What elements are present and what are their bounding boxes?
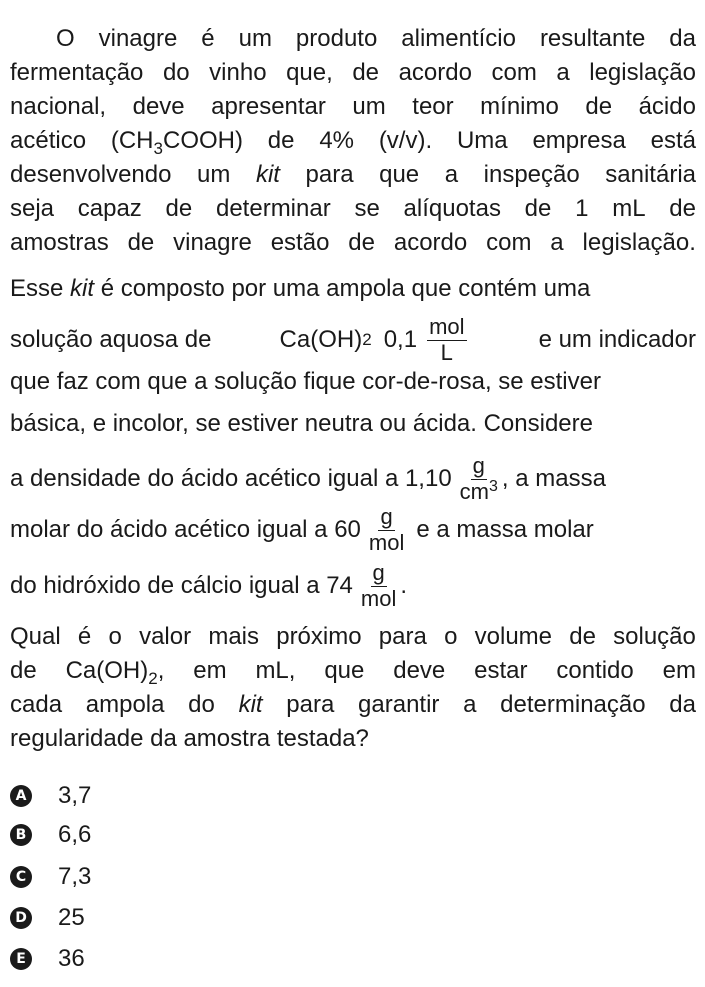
p2-line-7: do hidróxido de cálcio igual a 74 $\frac{g}{\text{mol}}$ .: [10, 560, 408, 611]
option-d[interactable]: [10, 903, 85, 933]
word: apresentar: [211, 93, 326, 120]
p1-line-1: [10, 22, 696, 56]
p1-line-3: [10, 90, 696, 124]
fraction-g-per-mol: $\frac{g}{\text{mol}}$: [368, 504, 405, 555]
word: de: [352, 59, 380, 86]
chemical-formula-calcium-hydroxide: $Ca(OH)_2$,: [65, 657, 165, 688]
word: da: [669, 25, 696, 52]
word: amostras: [10, 229, 109, 256]
word: com: [491, 59, 537, 86]
word: de: [348, 229, 375, 256]
option-e[interactable]: [10, 944, 85, 974]
option-letter-badge: E: [10, 948, 32, 970]
word: mínimo: [480, 93, 559, 120]
word: acético: [10, 127, 87, 154]
word: sanitária: [605, 161, 696, 188]
option-letter-badge: B: [10, 824, 32, 846]
option-text: 3,7: [58, 782, 92, 809]
word: determinar: [215, 195, 331, 222]
word: um: [352, 93, 386, 120]
word: vinagre: [173, 229, 252, 256]
p2-line-1: Esse kit é composto por uma ampola que contém uma: [10, 275, 591, 302]
option-text: 25: [58, 904, 85, 931]
word: capaz: [77, 195, 142, 222]
p3-line-2: de $Ca(OH)_2$, em mL, que deve estar contido em: [10, 654, 696, 688]
p1-line-5: [10, 158, 696, 192]
p1-line-4: [10, 124, 696, 158]
fraction-g-per-mol: $\frac{g}{\text{mol}}$: [360, 560, 397, 611]
word: Uma: [456, 127, 508, 154]
p3-line-1: Qual é o valor mais próximo para o volume de solução: [10, 623, 696, 650]
word: empresa: [532, 127, 626, 154]
option-b[interactable]: [10, 820, 91, 850]
option-letter-badge: C: [10, 866, 32, 888]
word: alíquotas: [403, 195, 501, 222]
calcium-hydroxide-concentration: Ca(OH) 2 0,1 $\frac{\text{mol}}{L}$: [279, 314, 465, 365]
word: acordo: [393, 229, 468, 256]
option-letter-badge: D: [10, 907, 32, 929]
word: fermentação: [10, 59, 144, 86]
word: a: [444, 161, 459, 188]
word: para: [305, 161, 354, 188]
p3-line-4: regularidade da amostra testada?: [10, 725, 369, 752]
word: vinagre: [98, 25, 178, 52]
word-italic: kit: [238, 691, 263, 718]
p2-line-5: a densidade do ácido acético igual a 1,10 $\frac{g}{cm^3}$ , a massa: [10, 453, 606, 504]
word: de: [267, 127, 295, 154]
word: é: [201, 25, 215, 52]
word: estão: [270, 229, 330, 256]
word: de: [165, 195, 193, 222]
word: que: [379, 161, 420, 188]
word: O: [56, 25, 75, 52]
word: a: [550, 229, 564, 256]
word: mL: [612, 195, 646, 222]
word: de: [127, 229, 155, 256]
word: desenvolvendo: [10, 161, 172, 188]
word: de: [585, 93, 613, 120]
option-text: 36: [58, 945, 85, 972]
word: deve: [132, 93, 185, 120]
word: legislação.: [582, 229, 696, 256]
fraction-g-per-cm3: $\frac{g}{cm^3}$: [459, 453, 498, 504]
word: resultante: [539, 25, 646, 52]
word: com: [486, 229, 532, 256]
p1-line-7: [10, 226, 696, 260]
word: 1: [575, 195, 589, 222]
chemical-formula-acetic-acid: $(CH_3COOH)$: [110, 127, 243, 158]
word: de: [669, 195, 696, 222]
word: seja: [10, 195, 55, 222]
word: se: [354, 195, 380, 222]
p2-line-2: solução aquosa de Ca(OH) 2 0,1 $\frac{\text{mol}}{L}$ e um indicador: [10, 314, 696, 365]
word: está: [650, 127, 696, 154]
p2-line-6: molar do ácido acético igual a 60 $\frac{g}{\text{mol}}$ e a massa molar: [10, 504, 594, 555]
word: teor: [412, 93, 454, 120]
word: um: [238, 25, 272, 52]
option-text: 6,6: [58, 821, 92, 848]
option-text: 7,3: [58, 863, 92, 890]
option-letter-badge: A: [10, 785, 32, 807]
word: acordo: [398, 59, 472, 86]
word: de: [524, 195, 552, 222]
word: um: [197, 161, 231, 188]
p1-line-2: [10, 56, 696, 90]
word: que,: [286, 59, 333, 86]
option-c[interactable]: [10, 862, 91, 892]
word: nacional,: [10, 93, 107, 120]
word-italic: kit: [70, 275, 95, 302]
word-italic: kit: [255, 161, 280, 188]
p1-line-6: [10, 192, 696, 226]
word: legislação: [589, 59, 696, 86]
word: inspeção: [483, 161, 580, 188]
word: ácido: [638, 93, 696, 120]
p2-line-4: básica, e incolor, se estiver neutra ou ácida. Considere: [10, 410, 593, 437]
p2-line-3: que faz com que a solução fique cor-de-rosa, se estiver: [10, 368, 601, 395]
p3-line-3: cada ampola do kit para garantir a determinação da: [10, 688, 696, 722]
word: 4%: [319, 127, 354, 154]
word: alimentício: [401, 25, 516, 52]
option-a[interactable]: [10, 781, 91, 811]
word: a: [556, 59, 570, 86]
fraction-mol-per-l: $\frac{\text{mol}}{L}$: [429, 314, 465, 365]
word: (v/v).: [378, 127, 433, 154]
word: produto: [295, 25, 378, 52]
word: vinho: [209, 59, 267, 86]
word: do: [162, 59, 190, 86]
